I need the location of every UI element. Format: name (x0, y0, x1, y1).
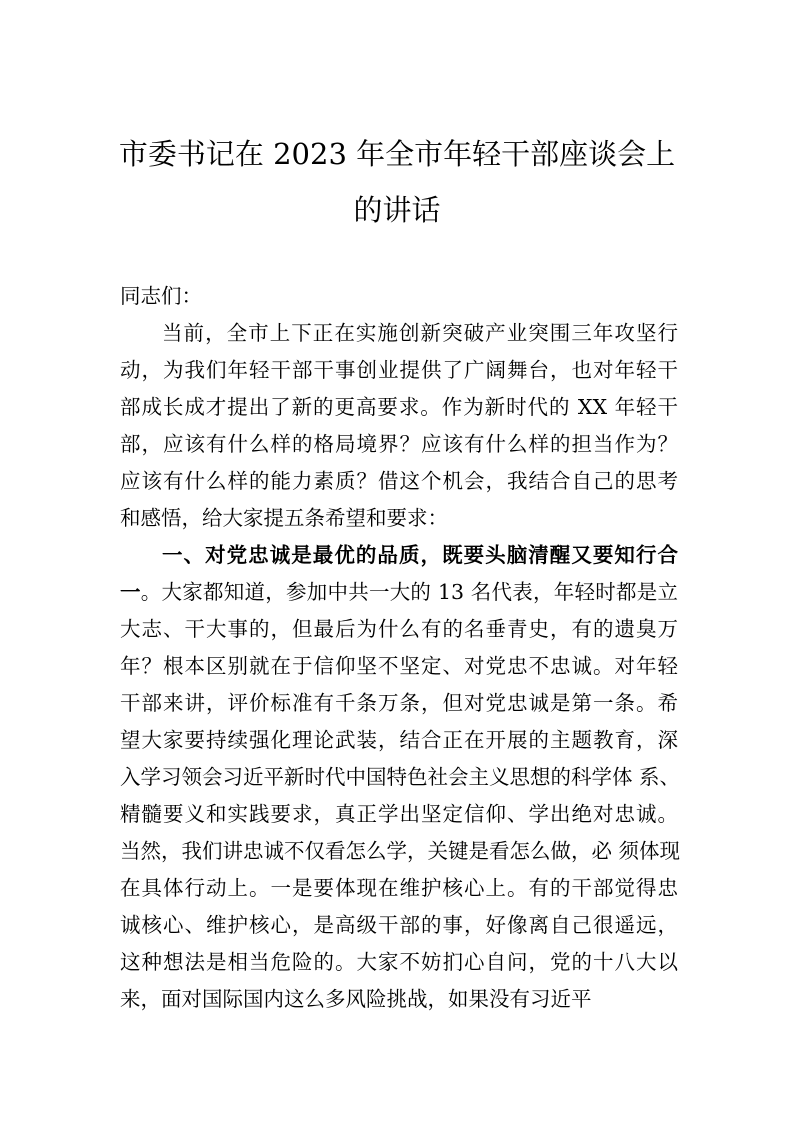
document-body (120, 278, 681, 1018)
paragraph-line: 当然，我们讲忠诚不仅看怎么学，关键是看怎么做，必 须体现 (120, 839, 681, 863)
paragraph-line: 精髓要义和实践要求，真正学出坚定信仰、学出绝对忠诚。 (120, 802, 678, 826)
paragraph-line: 应该有什么样的能力素质？借这个机会，我结合自己的思考 (120, 469, 678, 493)
paragraph-line (120, 574, 678, 611)
paragraph-line: 年？根本区别就在于信仰坚不坚定、对党忠不忠诚。对年轻 (120, 654, 678, 678)
paragraph-line: 和感悟，给大家提五条希望和要求： (120, 506, 448, 530)
paragraph-intro (120, 315, 678, 537)
salutation: 同志们： (120, 284, 202, 308)
section-1 (120, 537, 681, 1018)
paragraph-line: 来，面对国际国内这么多风险挑战，如果没有习近平 (120, 987, 592, 1011)
paragraph-line: 望大家要持续强化理论武装，结合正在开展的主题教育，深 (120, 728, 678, 752)
paragraph-line: 干部来讲，评价标准有千条万条，但对党忠诚是第一条。希 (120, 691, 678, 715)
paragraph-line: 部，应该有什么样的格局境界？应该有什么样的担当作为？ (120, 432, 678, 456)
paragraph-line: 入学习领会习近平新时代中国特色社会主义思想的科学体 系、 (120, 765, 681, 789)
section-heading-text: 一、对党忠诚是最优的品质，既要头脑清醒又要知行合 (162, 543, 678, 567)
paragraph-line: 大志、干大事的，但最后为什么有的名垂青史，有的遗臭万 (120, 617, 678, 641)
section-heading-end: 一 (120, 580, 141, 604)
paragraph-line: 在具体行动上。一是要体现在维护核心上。有的干部觉得忠 (120, 876, 678, 900)
document-title-line-2: 的讲话 (353, 193, 441, 227)
paragraph-line: 这种想法是相当危险的。大家不妨扪心自问，党的十八大以 (120, 950, 678, 974)
section-heading (120, 537, 678, 574)
paragraph-text: 。大家都知道，参加中共一大的 13 名代表，年轻时都是立 (140, 580, 678, 604)
paragraph-line: 部成长成才提出了新的更高要求。作为新时代的 XX 年轻干 (120, 395, 678, 419)
paragraph-line: 当前，全市上下正在实施创新突破产业突围三年攻坚行 (162, 321, 678, 345)
document-title-line-1: 市委书记在 2023 年全市年轻干部座谈会上 (118, 137, 676, 171)
paragraph-line: 动，为我们年轻干部干事创业提供了广阔舞台，也对年轻干 (120, 358, 678, 382)
paragraph-line: 诚核心、维护核心，是高级干部的事，好像离自己很遥远， (120, 913, 678, 937)
